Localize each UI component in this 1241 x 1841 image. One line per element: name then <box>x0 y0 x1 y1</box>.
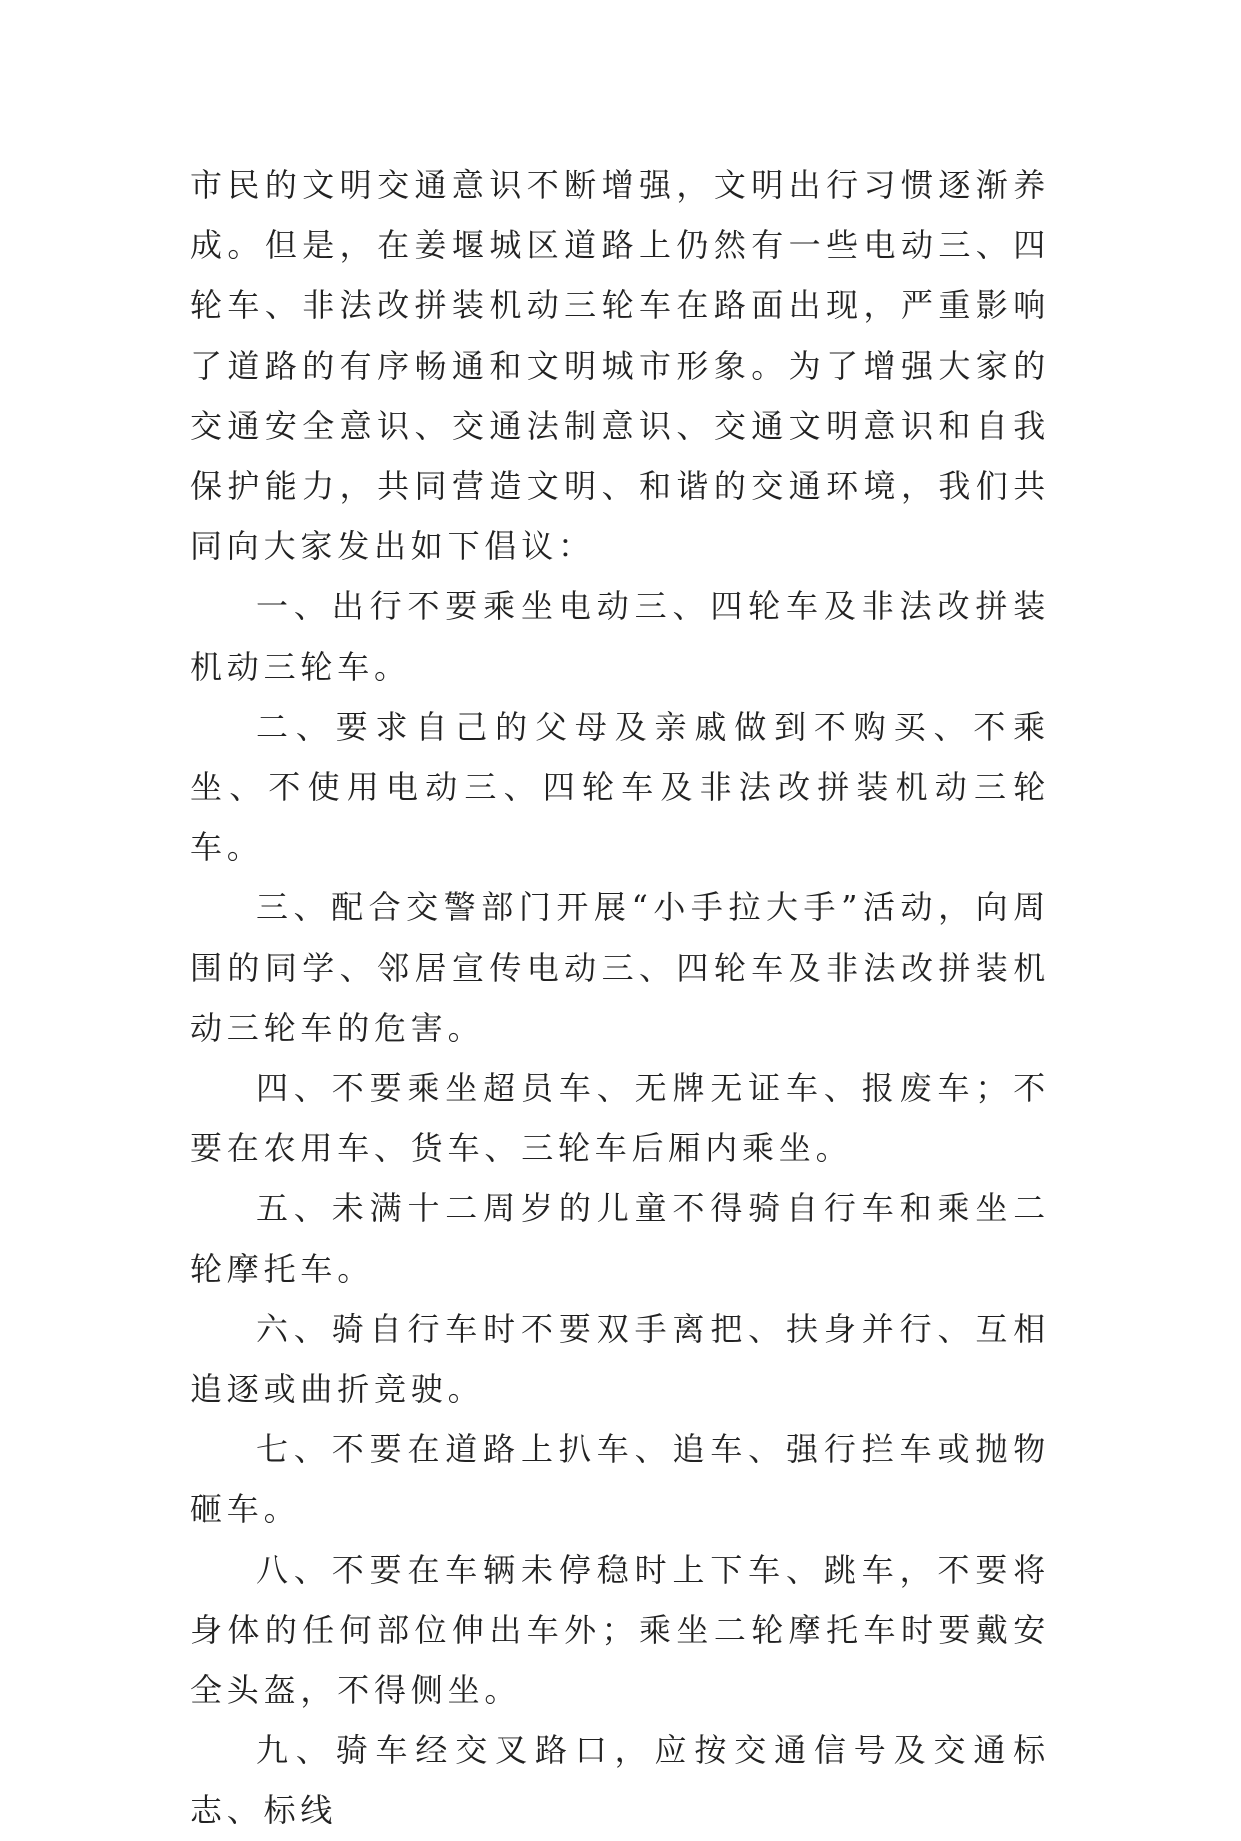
paragraph-item-6: 六、骑自行车时不要双手离把、扶身并行、互相追逐或曲折竞驶。 <box>190 1309 1050 1409</box>
paragraph-item-5: 五、未满十二周岁的儿童不得骑自行车和乘坐二轮摩托车。 <box>190 1189 1050 1288</box>
paragraph-item-3: 三、配合交警部门开展“小手拉大手”活动，向周围的同学、邻居宣传电动三、四轮车及非法改拼装机动三轮车的危害。 <box>190 888 1050 1047</box>
paragraph-item-2: 二、要求自己的父母及亲戚做到不购买、不乘坐、不使用电动三、四轮车及非法改拼装机动三轮车。 <box>190 707 1050 867</box>
paragraph-item-7: 七、不要在道路上扒车、追车、强行拦车或抛物砸车。 <box>190 1430 1050 1529</box>
paragraph-item-4: 四、不要乘坐超员车、无牌无证车、报废车；不要在农用车、货车、三轮车后厢内乘坐。 <box>190 1069 1050 1168</box>
paragraph-item-8: 八、不要在车辆未停稳时上下车、跳车，不要将身体的任何部位伸出车外；乘坐二轮摩托车时要戴安全头盔，不得侧坐。 <box>190 1550 1050 1710</box>
document-body <box>190 155 1050 1841</box>
paragraph-intro: 市民的文明交通意识不断增强，文明出行习惯逐渐养成。但是，在姜堰城区道路上仍然有一些电动三、四轮车、非法改拼装机动三轮车在路面出现，严重影响了道路的有序畅通和文明城市形象。为了增强大家的交通安全意识、交通法制意识、交通文明意识和自我保护能力，共同营造文明、和谐的交通环境，我们共同向大家发出如下倡议： <box>190 166 1050 566</box>
paragraph-item-1: 一、出行不要乘坐电动三、四轮车及非法改拼装机动三轮车。 <box>190 587 1050 686</box>
paragraph-item-9: 九、骑车经交叉路口，应按交通信号及交通标志、标线 <box>190 1731 1050 1830</box>
